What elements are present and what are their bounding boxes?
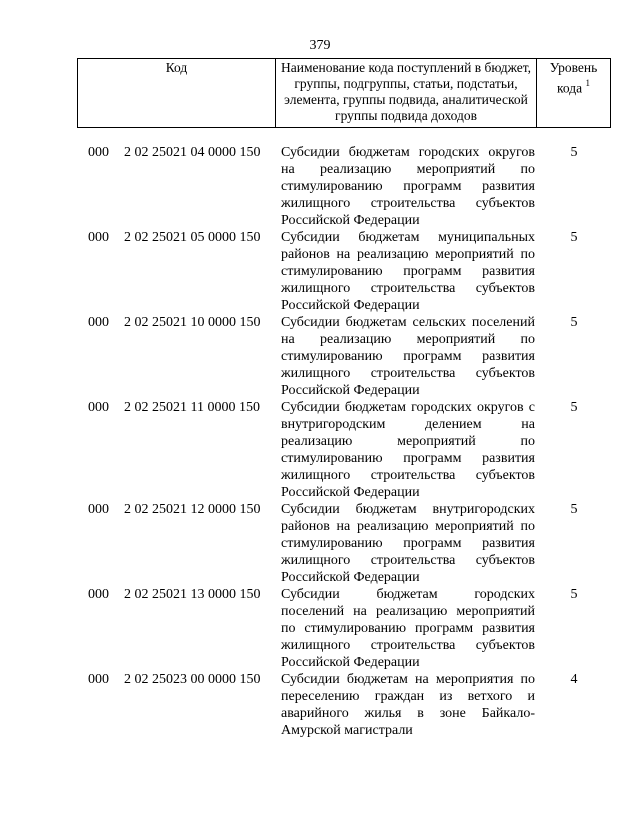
row-name: Субсидии бюджетам муниципальных районов на реализацию мероприятий по стимулированию программ развития жилищного строительства субъектов Российской Федерации: [281, 230, 535, 313]
row-income-code: 2 02 25021 05 0000 150: [124, 230, 261, 245]
table-row: [0, 671, 640, 739]
row-admin-code: 000: [88, 145, 109, 160]
row-level: 5: [570, 502, 578, 517]
table-body: [0, 144, 640, 739]
row-name: Субсидии бюджетам сельских поселений на реализацию мероприятий по стимулированию программ развития жилищного строительства субъектов Российской Федерации: [281, 315, 535, 398]
header-level-footnote-mark: 1: [585, 78, 590, 88]
row-name: Субсидии бюджетам городских поселений на реализацию мероприятий по стимулированию программ развития жилищного строительства субъектов Российской Федерации: [281, 587, 535, 670]
table-row: [0, 144, 640, 229]
row-level: 5: [570, 315, 578, 330]
row-name: Субсидии бюджетам городских округов на реализацию мероприятий по стимулированию программ развития жилищного строительства субъектов Российской Федерации: [281, 145, 535, 228]
row-level: 5: [570, 400, 578, 415]
row-income-code: 2 02 25021 12 0000 150: [124, 502, 261, 517]
row-admin-code: 000: [88, 587, 109, 602]
row-name: Субсидии бюджетам городских округов с внутригородским делением на реализацию мероприятий по стимулированию программ развития жилищного строительства субъектов Российской Федерации: [281, 400, 535, 500]
row-income-code: 2 02 25021 10 0000 150: [124, 315, 261, 330]
row-level: 5: [570, 587, 578, 602]
header-name: [276, 59, 537, 127]
row-admin-code: 000: [88, 502, 109, 517]
row-name: Субсидии бюджетам внутригородских районов на реализацию мероприятий по стимулированию программ развития жилищного строительства субъектов Российской Федерации: [281, 502, 535, 585]
header-level-label: Уровень кода: [549, 60, 598, 96]
header-code-label: Код: [165, 60, 188, 75]
table-row: [0, 229, 640, 314]
header-code: [78, 59, 276, 127]
page-number: 379: [309, 38, 331, 53]
row-admin-code: 000: [88, 400, 109, 415]
table-row: [0, 501, 640, 586]
row-admin-code: 000: [88, 315, 109, 330]
table-row: [0, 314, 640, 399]
table-header: [77, 58, 611, 128]
row-level: 5: [570, 145, 578, 160]
row-name: Субсидии бюджетам на мероприятия по переселению граждан из ветхого и аварийного жилья в зоне Байкало-Амурской магистрали: [281, 672, 535, 738]
row-level: 4: [570, 672, 578, 687]
row-income-code: 2 02 25021 11 0000 150: [124, 400, 260, 415]
row-income-code: 2 02 25023 00 0000 150: [124, 672, 261, 687]
header-level: [537, 59, 610, 127]
table-row: [0, 586, 640, 671]
table-row: [0, 399, 640, 501]
row-admin-code: 000: [88, 672, 109, 687]
row-level: 5: [570, 230, 578, 245]
row-income-code: 2 02 25021 04 0000 150: [124, 145, 261, 160]
row-admin-code: 000: [88, 230, 109, 245]
row-income-code: 2 02 25021 13 0000 150: [124, 587, 261, 602]
header-name-label: Наименование кода поступлений в бюджет, группы, подгруппы, статьи, подстатьи, элемента, группы подвида, аналитической группы подвида доходов: [280, 60, 531, 123]
